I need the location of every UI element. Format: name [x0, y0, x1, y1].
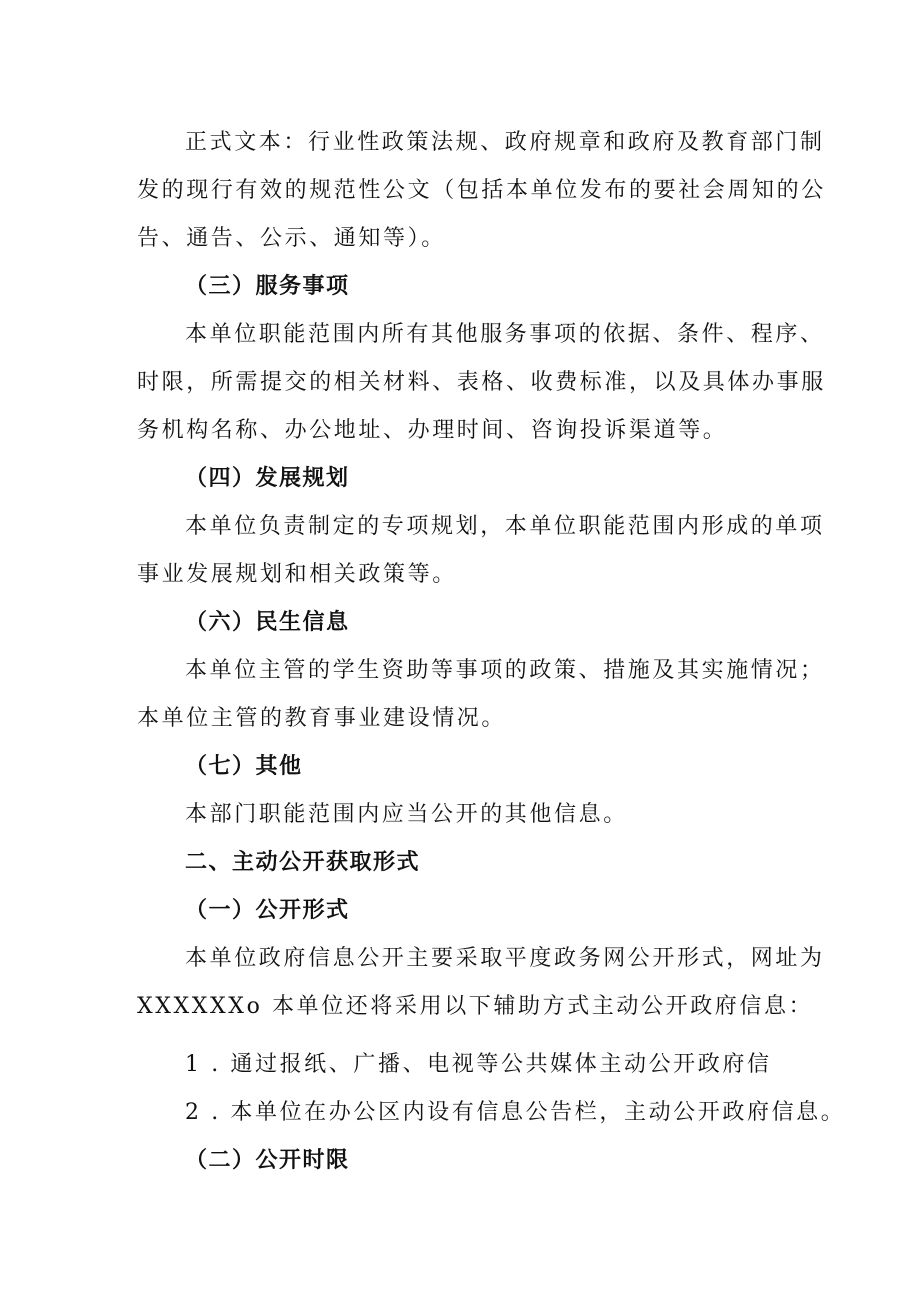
paragraph-line: 本单位负责制定的专项规划，本单位职能范围内形成的单项	[185, 514, 825, 539]
section-heading: （四）发展规划	[185, 466, 350, 491]
paragraph-line: 本单位主管的学生资助等事项的政策、措施及其实施情况；	[185, 658, 825, 683]
paragraph-line: 本部门职能范围内应当公开的其他信息。	[185, 802, 628, 827]
list-item: 1 . 通过报纸、广播、电视等公共媒体主动公开政府信	[185, 1052, 772, 1077]
section-heading: （一）公开形式	[185, 898, 350, 923]
paragraph-line: 告、通告、公示、通知等）。	[137, 226, 446, 251]
section-heading: （六）民生信息	[185, 610, 350, 635]
chapter-heading: 二、主动公开获取形式	[185, 850, 421, 875]
paragraph-line: 本单位政府信息公开主要采取平度政务网公开形式，网址为	[185, 946, 825, 971]
paragraph-line: 时限，所需提交的相关材料、表格、收费标准，以及具体办事服	[137, 370, 826, 395]
paragraph-line: 正式文本：行业性政策法规、政府规章和政府及教育部门制	[185, 130, 825, 155]
list-item: 2 . 本单位在办公区内设有信息公告栏，主动公开政府信息。	[185, 1100, 846, 1125]
section-heading: （三）服务事项	[185, 274, 350, 299]
paragraph-line: 务机构名称、办公地址、办理时间、咨询投诉渠道等。	[137, 418, 728, 443]
paragraph-line: XXXXXXo 本单位还将采用以下辅助方式主动公开政府信息：	[137, 994, 814, 1019]
paragraph-line: 本单位主管的教育事业建设情况。	[137, 706, 507, 731]
section-heading: （二）公开时限	[185, 1148, 350, 1173]
section-heading: （七）其他	[185, 754, 303, 779]
paragraph-line: 发的现行有效的规范性公文（包括本单位发布的要社会周知的公	[137, 178, 826, 203]
paragraph-line: 本单位职能范围内所有其他服务事项的依据、条件、程序、	[185, 322, 825, 347]
paragraph-line: 事业发展规划和相关政策等。	[137, 562, 457, 587]
